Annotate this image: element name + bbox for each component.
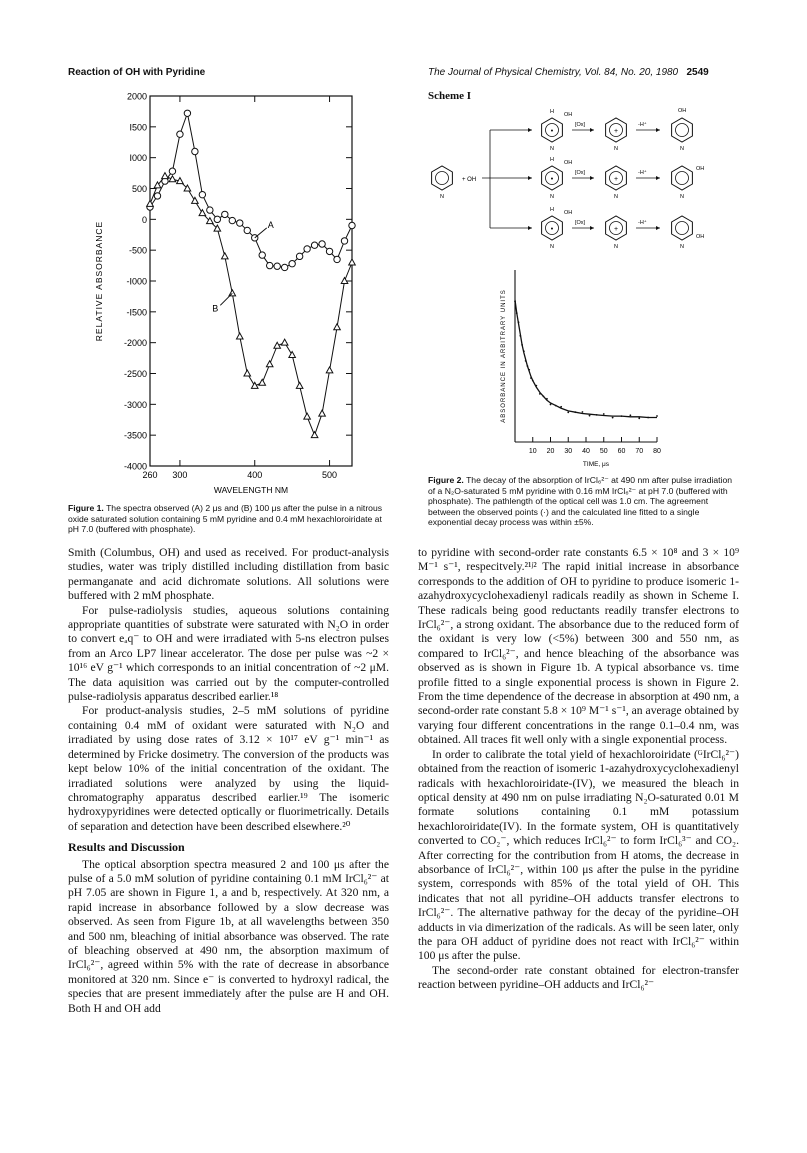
y-tick-label: 2000	[126, 91, 147, 102]
x-tick-label: 20	[546, 448, 555, 455]
deprotonation-label: -H⁺	[638, 170, 647, 176]
section-heading: Results and Discussion	[68, 840, 185, 855]
data-point	[169, 168, 175, 174]
x-tick-label: 80	[653, 448, 661, 455]
nitrogen-label: N	[440, 194, 444, 200]
data-point	[527, 365, 529, 367]
data-point	[532, 380, 534, 382]
x-tick-label: 10	[528, 448, 537, 455]
data-point	[543, 395, 545, 397]
nitrogen-label: N	[680, 194, 684, 200]
cation-plus: +	[613, 176, 619, 183]
data-point	[296, 382, 303, 388]
arrow-head	[528, 226, 532, 230]
y-tick-label: -4000	[123, 461, 147, 472]
data-point	[289, 261, 295, 267]
figure1-caption-text: The spectra observed (A) 2 μs and (B) 100 μs after the pulse in a nitrous oxide saturated solution containing 5 mM pyridine and 0.4 mM hexachloroiridate at pH 7.0 (buffered with phosphate).	[68, 503, 383, 535]
data-point	[341, 238, 347, 244]
x-axis-label: WAVELENGTH NM	[213, 485, 289, 495]
figure1-caption	[68, 503, 388, 535]
y-tick-label: -I000	[126, 276, 147, 287]
page-number: 2549	[686, 67, 709, 78]
arrow-head	[528, 128, 532, 132]
y-tick-label: -500	[128, 245, 147, 256]
arrow-head	[656, 226, 660, 230]
radical-dot: •	[550, 226, 554, 233]
data-point	[304, 413, 311, 419]
data-point	[555, 405, 557, 407]
y-tick-label: -I500	[126, 307, 147, 318]
figure2-caption-text: The decay of the absorption of IrCl₆²⁻ at 490 nm after pulse irradiation of a N₂O-saturated 5 mM pyridine with 0.16 mM IrCl₆²⁻ at pH 7.0 (buffered with phosphate). The pathlength of the optical cell was 1.0 cm. The agreement between the observed points (·) and the calculated line fitted to a single exponential decay process was within ±5%.	[428, 475, 733, 528]
figure2-caption	[428, 475, 740, 528]
nitrogen-label: N	[614, 244, 618, 250]
product-oh-label: OH	[696, 166, 705, 172]
paragraph: For pulse-radiolysis studies, aqueous solutions containing appropriate quantities of substrate were saturated with N₂O in order to convert eₐq⁻ to OH and were irradiated with 5-ns electron pulses from an Arco LP7 linear accelerator. The dose per pulse was ~2 × 10¹⁶ eV g⁻¹ which corresponds to an initial concentration of ~2 μM. The data aquisition was carried out by the computer-controlled pulse-radiolysis apparatus described earlier.¹⁸	[68, 603, 389, 704]
paragraph: to pyridine with second-order rate constants 6.5 × 10⁸ and 3 × 10⁹ M⁻¹ s⁻¹, respecitvely.²¹ʲ² The rapid initial increase in absorbance corresponds to the addition of OH to pyridine to produce isomeric 1-azahydroxycyclohexadienyl radicals readily as shown in Scheme I. These radicals being good reductants readily transfer electrons to IrCl₆²⁻, a strong oxidant. The absorbance due to the reduced form of the oxidant is very low (<5%) between 300 and 550 nm, as compared to IrCl₆²⁻, and hence bleaching of the absorbance was observed as is shown in Figure 1b. A typical absorbance vs. time profile fitted to a single exponential process is shown in Figure 2. From the time dependence of the decrease in absorption at 490 nm, a second-order rate constant 5.8 × 10⁹ M⁻¹ s⁻¹, an average obtained by varying four different concentrations in the range 0.1–0.4 nm, was obtained. All traces fit well only with a single exponential process.	[418, 546, 739, 747]
aromatic-circle	[676, 172, 689, 185]
oxidant-label: [Ox]	[575, 220, 586, 226]
figure2-chart	[495, 262, 675, 472]
data-point	[267, 262, 273, 268]
data-point	[259, 379, 266, 385]
body-column-right	[418, 546, 739, 993]
paragraph: The optical absorption spectra measured 2 and 100 μs after the pulse of a 5.0 mM solution of pyridine containing 0.1 mM IrCl₆²⁻ at pH 7.05 are shown in Figure 1, a and b, respectively. At 320 nm, a rapid increase in absorbance followed by a slow decrease was observed. As seen from Figure 1b, at all wavelengths between 350 and 500 nm, bleaching of initial absorbance was observed. The rate of bleaching observed at 490 nm, the absorption maximum of IrCl₆²⁻, agreed within 5% with the rate of decrease in absorbance monitored at 320 nm. Since e⁻ is converted to hydroxyl radical, the species that are present immediately after the pulse are H and OH. Both H and OH add	[68, 857, 389, 1015]
plus-oh-label: + OH	[462, 177, 477, 183]
series-label-leader	[255, 228, 267, 238]
hydroxypyridine-ring	[672, 118, 693, 142]
data-point	[281, 339, 288, 345]
data-point	[281, 264, 287, 270]
figure2-caption-label: Figure 2.	[428, 475, 464, 485]
paragraph: For product-analysis studies, 2–5 mM solutions of pyridine containing 0.4 mM of oxidant were saturated with N₂O and irradiated by using dose rates of 3.12 × 10¹⁷ eV g⁻¹ min⁻¹ as determined by Fricke dosimetry. The conversion of the products was kept below 10% of the initial concentration of the oxidant. The irradiated solutions were analyzed by using the liquid-chromatography apparatus described earlier.¹⁹ The isomeric hydroxypyridines were detected optically or fluorimetrically. Details of separation and detection have been described elsewhere.²⁰	[68, 704, 389, 833]
data-point	[530, 377, 532, 379]
data-point	[184, 110, 190, 116]
data-point	[546, 398, 548, 400]
data-point	[296, 253, 302, 259]
deprotonation-label: -H⁺	[638, 220, 647, 226]
data-point	[192, 148, 198, 154]
data-point	[311, 432, 318, 438]
hydroxypyridine-ring	[672, 166, 693, 190]
data-point	[229, 217, 235, 223]
data-point	[311, 242, 317, 248]
data-point	[334, 324, 341, 330]
data-point	[582, 411, 584, 413]
data-point	[199, 191, 205, 197]
paragraph: The second-order rate constant obtained for electron-transfer reaction between pyridine–OH adducts and IrCl₆²⁻	[418, 963, 739, 992]
arrow-head	[590, 128, 594, 132]
paragraph: Smith (Columbus, OH) and used as received. For product-analysis studies, water was triply distilled including distillation from basic permanganate and acid dichromate solutions. All solutions were buffered with 2 mM phosphate.	[68, 546, 389, 603]
paragraph: In order to calibrate the total yield of hexachloroiridate (ᴳIrCl₆²⁻) obtained from the reaction of isomeric 1-azahydroxycyclohexadienyl radicals with hexachloroiridate-(IV), we measured the bleach in optical density at 490 nm on pulse irradiating N₂O-saturated 0.01 M formate solutions containing 0.1 mM potassium hexachloroiridate(IV). In the formate system, OH is quantitatively converted to CO₂⁻, which reduces IrCl₆²⁻ to form IrCl₆³⁻ and CO₂. After correcting for the contribution from H atoms, the decrease in absorbance of IrCl₆²⁻, within 100 μs after the pulse in the pyridine system, corresponds with 85% of the total yield of OH. This indicates that not all pyridine–OH adducts transfer electrons to IrCl₆²⁻. The alternative pathway for the decay of the pyridine–OH adducts in via dimerization of the radicals. As will be seen later, only the para OH adduct of pyridine does not react with IrCl₆²⁻ within 100 μs after the pulse.	[418, 747, 739, 963]
y-tick-label: -3000	[123, 399, 147, 410]
data-point	[514, 301, 516, 303]
cation-plus: +	[613, 128, 619, 135]
data-point	[274, 263, 280, 269]
data-point	[560, 406, 562, 408]
data-point	[550, 404, 552, 406]
data-point	[519, 335, 521, 337]
nitrogen-label: N	[550, 146, 554, 152]
y-tick-label: -2000	[123, 338, 147, 349]
x-axis-label: TIME, μs	[582, 461, 610, 468]
data-point	[596, 414, 598, 416]
y-tick-label: I500	[129, 122, 147, 133]
data-point	[525, 360, 527, 362]
aromatic-circle	[436, 172, 449, 185]
data-point	[349, 222, 355, 228]
y-tick-label: 0	[141, 214, 147, 225]
x-tick-label: 500	[322, 470, 338, 480]
data-point	[326, 367, 333, 373]
arrow-head	[590, 226, 594, 230]
series-label: B	[212, 303, 219, 314]
scheme-diagram	[420, 100, 740, 260]
figure1-chart	[62, 88, 362, 500]
h-label: H	[550, 157, 554, 163]
data-point	[535, 385, 537, 387]
cation-plus: +	[613, 226, 619, 233]
data-point	[266, 361, 273, 367]
data-point	[222, 253, 229, 259]
data-point	[629, 414, 631, 416]
nitrogen-label: N	[680, 244, 684, 250]
journal-citation: The Journal of Physical Chemistry, Vol. 84, No. 20, 1980	[428, 67, 679, 78]
nitrogen-label: N	[614, 146, 618, 152]
data-point	[177, 131, 183, 137]
data-point	[521, 344, 523, 346]
arrow-head	[656, 176, 660, 180]
data-point	[319, 410, 326, 416]
oh-label: OH	[564, 160, 573, 166]
running-head-left: Reaction of OH with Pyridine	[68, 67, 206, 78]
data-point	[518, 321, 520, 323]
series-label-leader	[220, 293, 232, 305]
x-tick-label: 60	[617, 448, 626, 455]
running-head-journal	[428, 67, 709, 78]
series-line-B	[150, 176, 352, 435]
data-point	[528, 369, 530, 371]
product-oh-label: OH	[678, 108, 687, 114]
figure1-caption-label: Figure 1.	[68, 503, 104, 513]
x-tick-label: 70	[635, 448, 644, 455]
y-tick-label: I000	[129, 153, 147, 164]
data-point	[326, 248, 332, 254]
data-point	[199, 210, 206, 216]
data-point	[304, 246, 310, 252]
data-point	[162, 173, 169, 179]
data-point	[539, 393, 541, 395]
data-point	[236, 333, 243, 339]
y-tick-label: 500	[131, 184, 147, 194]
arrow-head	[656, 128, 660, 132]
pyridine-ring	[432, 166, 453, 190]
scheme-title: Scheme I	[428, 90, 472, 102]
x-tick-label: 260	[142, 470, 158, 480]
data-point	[237, 220, 243, 226]
data-point	[259, 252, 265, 258]
oh-label: OH	[564, 210, 573, 216]
arrow-head	[590, 176, 594, 180]
data-point	[647, 417, 649, 419]
x-tick-label: 400	[247, 470, 263, 480]
data-point	[319, 241, 325, 247]
arrow-head	[528, 176, 532, 180]
series-label: A	[267, 219, 274, 230]
x-tick-label: 50	[599, 448, 608, 455]
data-point	[656, 415, 658, 417]
fit-line	[515, 300, 657, 417]
data-point	[567, 411, 569, 413]
aromatic-circle	[676, 124, 689, 137]
data-point	[349, 259, 356, 265]
data-point	[244, 370, 251, 376]
y-axis-label: RELATIVE ABSORBANCE	[94, 220, 104, 342]
data-point	[229, 290, 236, 296]
nitrogen-label: N	[550, 244, 554, 250]
data-point	[207, 207, 213, 213]
y-tick-label: -2500	[123, 369, 147, 379]
data-point	[214, 216, 220, 222]
hydroxypyridine-ring	[672, 216, 693, 240]
x-tick-label: 300	[172, 470, 188, 480]
nitrogen-label: N	[680, 146, 684, 152]
nitrogen-label: N	[614, 194, 618, 200]
oh-label: OH	[564, 112, 573, 118]
data-point	[589, 415, 591, 417]
data-point	[154, 193, 160, 199]
radical-dot: •	[550, 128, 554, 135]
h-label: H	[550, 109, 554, 115]
data-point	[334, 256, 340, 262]
deprotonation-label: -H⁺	[638, 122, 647, 128]
data-point	[523, 350, 525, 352]
x-tick-label: 40	[582, 448, 590, 455]
y-tick-label: -3500	[123, 430, 147, 441]
radical-dot: •	[550, 176, 554, 183]
aromatic-circle	[676, 222, 689, 235]
x-tick-label: 30	[564, 448, 573, 455]
data-point	[192, 197, 199, 203]
data-point	[603, 413, 605, 415]
data-point	[516, 312, 518, 314]
data-point	[612, 417, 614, 419]
data-point	[621, 415, 623, 417]
product-oh-label: OH	[696, 234, 705, 240]
y-axis-label: ABSORBANCE IN ARBITRARY UNITS	[501, 289, 507, 423]
oxidant-label: [Ox]	[575, 170, 586, 176]
data-point	[222, 211, 228, 217]
nitrogen-label: N	[550, 194, 554, 200]
data-point	[244, 227, 250, 233]
data-point	[574, 411, 576, 413]
oxidant-label: [Ox]	[575, 122, 586, 128]
body-column-left	[68, 546, 389, 1016]
h-label: H	[550, 207, 554, 213]
data-point	[638, 417, 640, 419]
data-point	[289, 352, 296, 358]
